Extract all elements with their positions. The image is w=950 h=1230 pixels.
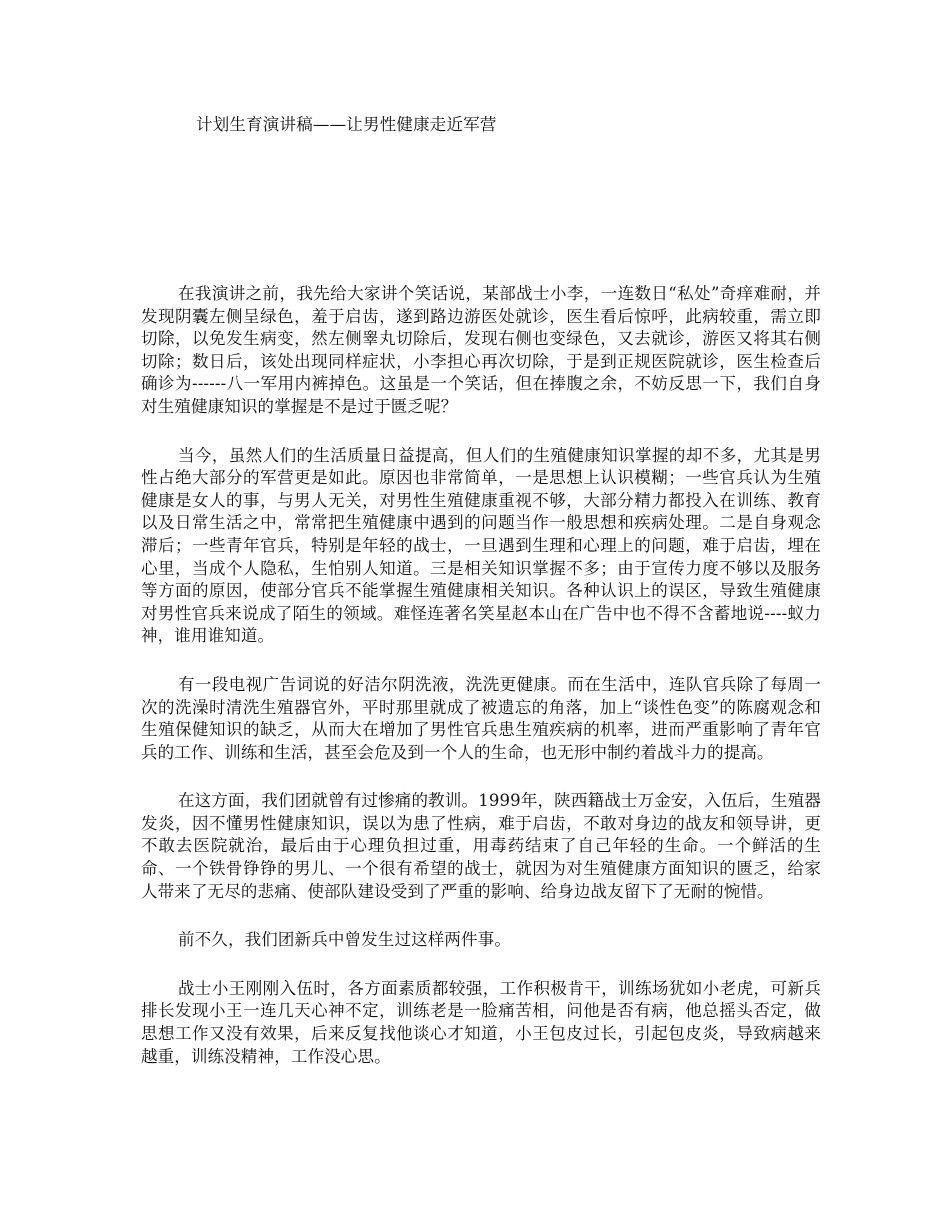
document-title: 计划生育演讲稿——让男性健康走近军营 bbox=[196, 115, 497, 134]
document-body bbox=[141, 283, 821, 1094]
paragraph-soldier-wang: 战士小王刚刚入伍时，各方面素质都较强，工作积极肯干，训练场犹如小老虎，可新兵排长发现小王一连几天心神不定，训练老是一脸痛苦相，问他是否有病，他总摇头否定，做思想工作又没有效果，后来反复找他谈心才知道，小王包皮过长，引起包皮炎，导致病越来越重，训练没精神，工作没心思。 bbox=[141, 978, 821, 1066]
paragraph-advertisement: 有一段电视广告词说的好洁尔阴洗液，洗洗更健康。而在生活中，连队官兵除了每周一次的洗澡时清洗生殖器官外，平时那里就成了被遗忘的角落，加上“谈性色变”的陈腐观念和生殖保健知识的缺乏，从而大在增加了男性官兵患生殖疾病的机率，进而严重影响了青年官兵的工作、训练和生活，甚至会危及到一个人的生命，也无形中制约着战斗力的提高。 bbox=[141, 674, 821, 762]
paragraph-lesson: 在这方面，我们团就曾有过惨痛的教训。1999年，陕西籍战士万金安，入伍后，生殖器发炎，因不懂男性健康知识，误以为患了性病，难于启齿，不敢对身边的战友和领导讲，更不敢去医院就治，最后由于心理负担过重，用毒药结束了自己年轻的生命。一个鲜活的生命、一个铁骨铮铮的男儿、一个很有希望的战士，就因为对生殖健康方面知识的匮乏，给家人带来了无尽的悲痛、使部队建设受到了严重的影响、给身边战友留下了无耐的惋惜。 bbox=[141, 791, 821, 901]
paragraph-joke: 在我演讲之前，我先给大家讲个笑话说，某部战士小李，一连数日“私处”奇痒难耐，并发现阴囊左侧呈绿色，羞于启齿，遂到路边游医处就诊，医生看后惊呼，此病较重，需立即切除，以免发生病变，然左侧睾丸切除后，发现右侧也变绿色，又去就诊，游医又将其右侧切除；数日后，该处出现同样症状，小李担心再次切除，于是到正规医院就诊，医生检查后确诊为------八一军用内裤掉色。这虽是一个笑话，但在捧腹之余，不妨反思一下，我们自身对生殖健康知识的掌握是不是过于匮乏呢？ bbox=[141, 284, 821, 416]
paragraph-current-situation: 当今，虽然人们的生活质量日益提高，但人们的生殖健康知识掌握的却不多，尤其是男性占绝大部分的军营更是如此。原因也非常简单，一是思想上认识模糊；一些官兵认为生殖健康是女人的事，与男人无关，对男性生殖健康重视不够，大部分精力都投入在训练、教育以及日常生活之中，常常把生殖健康中遇到的问题当作一般思想和疾病处理。二是自身观念滞后；一些青年官兵，特别是年轻的战士，一旦遇到生理和心理上的问题，难于启齿，埋在心里，当成个人隐私，生怕别人知道。三是相关知识掌握不多；由于宣传力度不够以及服务等方面的原因，使部分官兵不能掌握生殖健康相关知识。各种认识上的误区，导致生殖健康对男性官兵来说成了陌生的领域。难怪连著名笑星赵本山在广告中也不得不含蓄地说----蚁力神，谁用谁知道。 bbox=[141, 445, 821, 646]
paragraph-recent-events: 前不久，我们团新兵中曾发生过这样两件事。 bbox=[178, 930, 511, 950]
